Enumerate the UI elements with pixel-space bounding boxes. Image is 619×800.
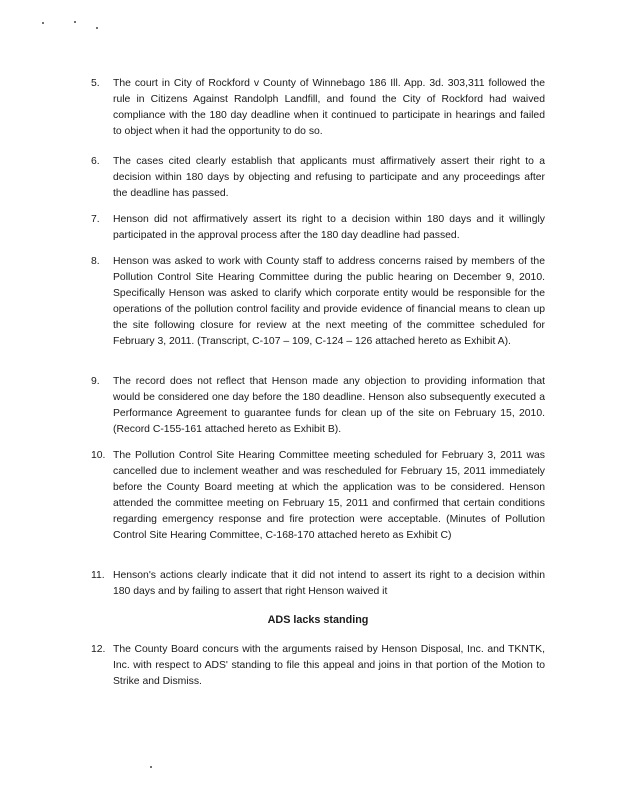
paragraph-11 xyxy=(91,568,545,600)
paragraph-text: The cases cited clearly establish that applicants must affirmatively assert their right to a decision within 180 days by objecting and refusing to participate and any proceedings after the deadline has passed. xyxy=(113,156,545,199)
paragraph-6 xyxy=(91,154,545,202)
paragraph-12 xyxy=(91,642,545,690)
paragraph-number: 6. xyxy=(91,156,100,167)
paragraph-number: 11. xyxy=(91,570,105,581)
paragraph-8 xyxy=(91,254,545,350)
paragraph-text: Henson did not affirmatively assert its right to a decision within 180 days and it willingly participated in the approval process after the 180 day deadline had passed. xyxy=(113,214,545,241)
paragraph-text: Henson was asked to work with County staff to address concerns raised by members of the Pollution Control Site Hearing Committee during the public hearing on December 9, 2010. Specifically Henson was asked to clarify which corporate entity would be responsible for the operations of the pollution control facility and provide evidence of financial means to clean up the site following closure for review at the next meeting of the committee scheduled for February 3, 2011. (Transcript, C-107 – 109, C-124 – 126 attached hereto as Exhibit A). xyxy=(113,256,545,347)
paragraph-7 xyxy=(91,212,545,244)
scan-speck xyxy=(74,21,76,23)
paragraph-text: The County Board concurs with the arguments raised by Henson Disposal, Inc. and TKNTK, Inc. with respect to ADS' standing to file this appeal and joins in that portion of the Motion to Strike and Dismiss. xyxy=(113,644,545,687)
paragraph-10 xyxy=(91,448,545,544)
paragraph-number: 12. xyxy=(91,644,106,655)
paragraph-number: 8. xyxy=(91,256,100,267)
paragraph-number: 9. xyxy=(91,376,100,387)
paragraph-number: 10. xyxy=(91,450,106,461)
paragraph-number: 7. xyxy=(91,214,100,225)
paragraph-5 xyxy=(91,76,545,140)
section-heading: ADS lacks standing xyxy=(267,614,369,626)
scan-speck xyxy=(42,22,44,24)
scan-speck xyxy=(150,766,152,768)
paragraph-text: The Pollution Control Site Hearing Committee meeting scheduled for February 3, 2011 was cancelled due to inclement weather and was rescheduled for February 15, 2011 immediately before the County Board meeting at which the application was to be considered. Henson attended the committee meeting on February 15, 2011 and confirmed that certain conditions regarding emergency response and fire protection were acceptable. (Minutes of Pollution Control Site Hearing Committee, C-168-170 attached hereto as Exhibit C) xyxy=(113,450,545,541)
paragraph-text: The record does not reflect that Henson made any objection to providing information that would be considered one day before the 180 deadline. Henson also subsequently executed a Performance Agreement to guarantee funds for clean up of the site on February 15, 2010. (Record C-155-161 attached hereto as Exhibit B). xyxy=(113,376,545,435)
paragraph-text: The court in City of Rockford v County of Winnebago 186 Ill. App. 3d. 303,311 followed the rule in Citizens Against Randolph Landfill, and found the City of Rockford had waived compliance with the 180 day deadline when it continued to participate in hearings and failed to object when it had the opportunity to do so. xyxy=(113,78,545,137)
scan-speck xyxy=(96,27,98,29)
paragraph-text: Henson's actions clearly indicate that it did not intend to assert its right to a decision within 180 days and by failing to assert that right Henson waived it xyxy=(113,570,545,597)
paragraph-9 xyxy=(91,374,545,438)
paragraph-number: 5. xyxy=(91,78,100,89)
